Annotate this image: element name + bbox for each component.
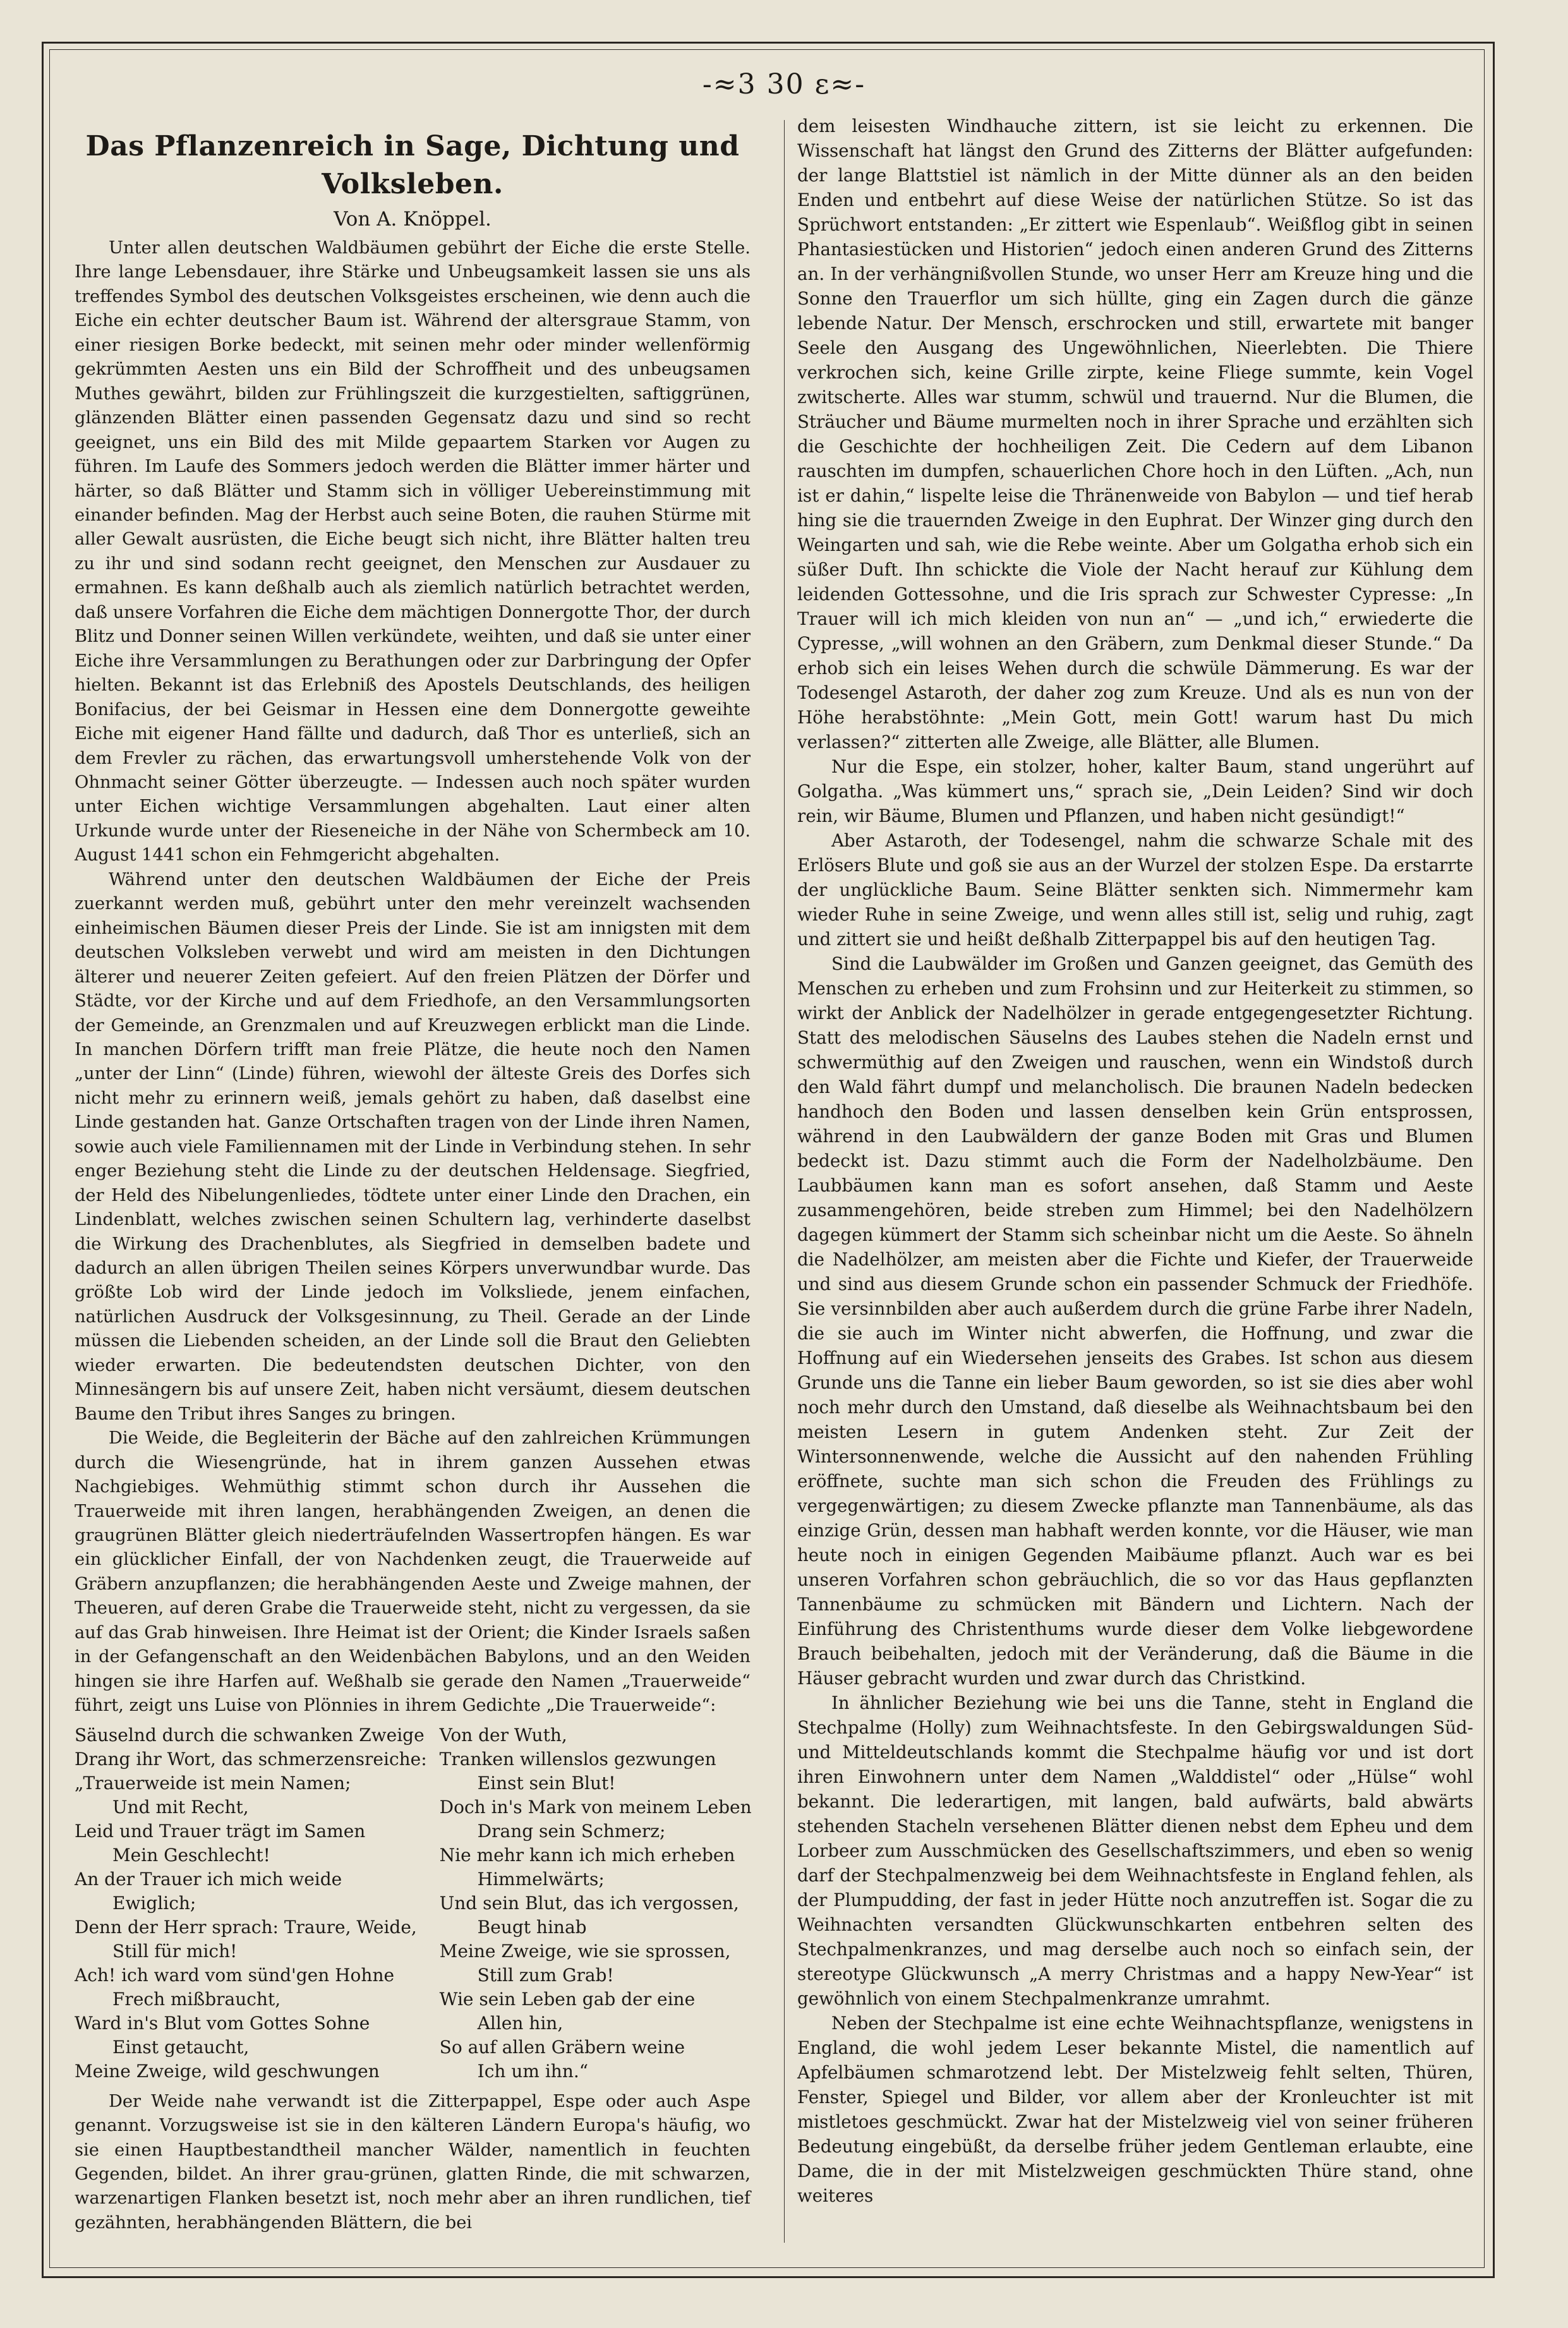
poem-line: Einst getaucht, <box>112 2036 250 2058</box>
poem-line: Mein Geschlecht! <box>112 1844 270 1866</box>
poem-line: Säuselnd durch die schwanken Zweige <box>75 1724 425 1746</box>
paragraph-astaroth: Aber Astaroth, der Todesengel, nahm die schwarze Schale mit des Erlösers Blute und goß sie aus an der Wurzel der stolzen Espe. Da erstarrte der unglückliche Baum. Seine Blätter senkten sich. Nimmermehr kam wieder Ruhe in seine Zweige, und wenn alles still ist, selig und ruhig, zagt und zittert sie und heißt deßhalb Zitterpappel bis auf den heutigen Tag. <box>797 830 1473 950</box>
poem-line: Wie sein Leben gab der eine <box>439 1988 696 2010</box>
poem-line: Meine Zweige, wie sie sprossen, <box>439 1940 731 1962</box>
article-byline: Von A. Knöppel. <box>334 208 492 231</box>
poem-line: Und sein Blut, das ich vergossen, <box>439 1892 739 1914</box>
paragraph-zitterpappel: Der Weide nahe verwandt ist die Zitterpappel, Espe oder auch Aspe genannt. Vorzugsweise ist sie in den kälteren Ländern Europa's häufig, wo sie einen Hauptbestandtheil mancher Wälder, namentlich in feuchten Gegenden, bildet. An ihrer grau-grünen, glatten Rinde, die mit schwarzen, warzenartigen Flanken besetzt ist, noch mehr aber an ihren rundlichen, tief gezähnten, herabhängenden Blättern, die bei <box>75 2091 751 2233</box>
poem-column-a <box>75 1723 427 2084</box>
paragraph-weide: Die Weide, die Begleiterin der Bäche auf den zahlreichen Krümmungen durch die Wiesengründe, hat in ihrem ganzen Aussehen etwas Nachgiebiges. Wehmüthig stimmt schon durch ihr Aussehen die Trauerweide mit ihren langen, herabhängenden Zweigen, an denen die graugrünen Blätter gleich niederträufelnden Wassertropfen hängen. Es war ein glücklicher Einfall, der von Nachdenken zeugt, die Trauerweide auf Gräbern anzupflanzen; die herabhängenden Aeste und Zweige mahnen, der Theueren, auf deren Grabe die Trauerweide steht, nicht zu vergessen, da sie auf das Grab hinweisen. Ihre Heimat ist der Orient; die Kinder Israels saßen in der Gefangenschaft an den Weidenbächen Babylons, und an den Weiden hingen sie ihre Harfen auf. Weßhalb sie gerade den Namen „Trauerweide“ führt, zeigt uns Luise von Plönnies in ihrem Gedichte „Die Trauerweide“: <box>75 1428 751 1716</box>
poem-line: An der Trauer ich mich weide <box>75 1868 342 1890</box>
poem-line: Von der Wuth, <box>439 1724 567 1746</box>
poem-line: Ich um ihn.“ <box>477 2060 589 2082</box>
poem-line: Doch in's Mark von meinem Leben <box>439 1796 752 1818</box>
poem-column-b <box>440 1723 752 2084</box>
article-title: Das Pflanzenreich in Sage, Dichtung und Volksleben. <box>85 130 740 200</box>
poem-line: Himmelwärts; <box>477 1868 605 1890</box>
paragraph-linde: Während unter den deutschen Waldbäumen der Eiche der Preis zuerkannt werden muß, gebührt unter den mehr vereinzelt wachsenden einheimischen Bäumen dieser Preis der Linde. Sie ist am innigsten mit dem deutschen Volksleben verwebt und wird am meisten in den Dichtungen älterer und neuerer Zeiten gefeiert. Auf den freien Plätzen der Dörfer und Städte, vor der Kirche und auf dem Friedhofe, an den Versammlungsorten der Gemeinde, an Grenzmalen und auf Kreuzwegen erblickt man die Linde. In manchen Dörfern trifft man freie Plätze, die heute noch den Namen „unter der Linn“ (Linde) führen, wiewohl der älteste Greis des Dorfes sich nicht mehr zu erinnern weiß, jemals gehört zu haben, daß daselbst eine Linde gestanden hat. Ganze Ortschaften tragen von der Linde ihren Namen, sowie auch viele Familiennamen mit der Linde in Verbindung stehen. In sehr enger Beziehung steht die Linde zu der deutschen Heldensage. Siegfried, der Held des Nibelungenliedes, tödtete unter einer Linde den Drachen, ein Lindenblatt, welches zwischen seinen Schultern lag, verhinderte daselbst die Wirkung des Drachenblutes, als Siegfried in demselben badete und dadurch an allen übrigen Theilen seines Körpers unverwundbar wurde. Das größte Lob wird der Linde jedoch im Volksliede, jenem einfachen, natürlichen Ausdruck der Volksgesinnung, zu Theil. Gerade an der Linde müssen die Liebenden scheiden, an der Linde soll die Braut den Geliebten wieder erwarten. Die bedeutendsten deutschen Dichter, von den Minnesängern bis auf unsere Zeit, haben nicht versäumt, diesem deutschen Baume den Tribut ihres Sanges zu bringen. <box>75 869 751 1424</box>
paragraph-mistel: Neben der Stechpalme ist eine echte Weihnachtspflanze, wenigstens in England, die wohl jedem Leser bekannte Mistel, die namentlich auf Apfelbäumen schmarotzend lebt. Der Mistelzweig fehlt selten, Thüren, Fenster, Spiegel und Bilder, vor allem aber der Kronleuchter ist mit mistletoes geschmückt. Zwar hat der Mistelzweig viel von seiner früheren Bedeutung eingebüßt, da derselbe früher jedem Gentleman erlaubte, eine Dame, die in der mit Mistelzweigen geschmückten Thüre stand, ohne weiteres <box>797 2013 1473 2206</box>
poem-line: Drang sein Schmerz; <box>477 1820 666 1842</box>
poem-line: „Trauerweide ist mein Namen; <box>75 1772 351 1794</box>
poem-line: Einst sein Blut! <box>477 1772 616 1794</box>
paragraph-eiche: Unter allen deutschen Waldbäumen gebührt der Eiche die erste Stelle. Ihre lange Lebensdauer, ihre Stärke und Unbeugsamkeit lassen sie uns als treffendes Symbol des deutschen Volksgeistes erscheinen, wie denn auch die Eiche ein echter deutscher Baum ist. Während der altersgraue Stamm, von einer riesigen Borke bedeckt, mit seinen mehr oder minder wellenförmig gekrümmten Aesten uns ein Bild der Schroffheit und des unbeugsamen Muthes gewährt, bilden zur Frühlingszeit die kurzgestielten, saftiggrünen, glänzenden Blätter einen passenden Gegensatz dazu und sind so recht geeignet, uns ein Bild des mit Milde gepaartem Starken vor Augen zu führen. Im Laufe des Sommers jedoch werden die Blätter immer härter und härter, so daß Blätter und Stamm sich in völliger Uebereinstimmung mit einander befinden. Mag der Herbst auch seine Boten, die rauhen Stürme mit aller Gewalt ausrüsten, die Eiche beugt sich nicht, ihre Blätter halten treu zu ihr und sind sodann recht geeignet, den Menschen zur Ausdauer zu ermahnen. Es kann deßhalb auch als ziemlich natürlich betrachtet werden, daß unsere Vorfahren die Eiche dem mächtigen Donnergotte Thor, der durch Blitz und Donner seinen Willen verkündete, weihten, und daß sie unter einer Eiche ihre Versammlungen zu Berathungen oder zur Darbringung der Opfer hielten. Bekannt ist das Erlebniß des Apostels Deutschlands, des heiligen Bonifacius, der bei Geismar in Hessen eine dem Donnergotte geweihte Eiche mit eigener Hand fällte und dadurch, daß Thor es unterließ, sich an dem Frevler zu rächen, das erwartungsvoll umherstehende Volk von der Ohnmacht seiner Götter überzeugte. — Indessen auch noch später wurden unter Eichen wichtige Versammlungen abgehalten. Laut einer alten Urkunde wurde unter der Rieseneiche in der Nähe von Schermbeck am 10. August 1441 schon ein Fehmgericht abgehalten. <box>75 238 751 865</box>
poem-line: Still für mich! <box>112 1940 238 1962</box>
poem-line: Nie mehr kann ich mich erheben <box>439 1844 735 1866</box>
poem-line: Still zum Grab! <box>477 1964 614 1986</box>
paragraph-espe-legende: dem leisesten Windhauche zittern, ist sie leicht zu erkennen. Die Wissenschaft hat längst den Grund des Zitterns der Blätter aufgefunden: der lange Blattstiel ist nämlich in der Mitte dünner als an den beiden Enden und entbehrt auf diese Weise der natürlichen Stütze. So ist das Sprüchwort entstanden: „Er zittert wie Espenlaub“. Weißflog gibt in seinen Phantasiestücken und Historien“ jedoch einen anderen Grund des Zitterns an. In der verhängnißvollen Stunde, wo unser Herr am Kreuze hing und die Sonne den Trauerflor um sich hüllte, ging ein Zagen durch die gänze lebende Natur. Der Mensch, erschrocken und still, erwartete mit banger Seele den Ausgang des Ungewöhnlichen, Nieerlebten. Die Thiere verkrochen sich, keine Grille zirpte, keine Fliege summte, kein Vogel zwitscherte. Alles war stumm, schwül und trauernd. Nur die Blumen, die Sträucher und Bäume murmelten noch in ihrer Sprache und erzählten sich die Geschichte der hochheiligen Zeit. Die Cedern auf dem Libanon rauschten im dumpfen, schauerlichen Chore hoch in den Lüften. „Ach, nun ist er dahin,“ lispelte leise die Thränenweide von Babylon — und tief herab hing sie die trauernden Zweige in den Euphrat. Der Winzer ging durch den Weingarten und sah, wie die Rebe weinte. Aber um Golgatha erhob sich ein süßer Duft. Ihn schickte die Viole der Nacht herauf zur Kühlung dem leidenden Gottessohne, und die Iris sprach zur Schwester Cypresse: „In Trauer will ich mich kleiden von nun an“ — „und ich,“ erwiederte die Cypresse, „will wohnen an den Gräbern, zum Denkmal dieser Stunde.“ Da erhob sich ein leises Wehen durch die schwüle Dämmerung. Es war der Todesengel Astaroth, der daher zog zum Kreuze. Und als es nun von der Höhe herabstöhnte: „Mein Gott, mein Gott! warum hast Du mich verlassen?“ zitterten alle Zweige, alle Blätter, alle Blumen. <box>797 116 1473 752</box>
ornament-left: -≈3 <box>702 68 767 100</box>
poem-line: Denn der Herr sprach: Traure, Weide, <box>75 1916 417 1938</box>
column-left <box>75 114 751 2235</box>
poem-line: Und mit Recht, <box>112 1796 249 1818</box>
column-right <box>797 114 1473 2208</box>
poem-line: Leid und Trauer trägt im Samen <box>75 1820 366 1842</box>
ornament-right: ε≈- <box>804 68 866 100</box>
page-number-value: 30 <box>766 68 805 100</box>
poem-line: Allen hin, <box>477 2012 564 2034</box>
column-divider <box>784 120 785 2243</box>
poem-line: Frech mißbraucht, <box>112 1988 281 2010</box>
poem-line: So auf allen Gräbern weine <box>439 2036 685 2058</box>
page-number <box>0 68 1568 100</box>
poem-line: Ach! ich ward vom sünd'gen Hohne <box>75 1964 395 1986</box>
poem-line: Meine Zweige, wild geschwungen <box>75 2060 380 2082</box>
poem-trauerweide <box>75 1723 751 2084</box>
poem-line: Ewiglich; <box>112 1892 196 1914</box>
poem-line: Beugt hinab <box>477 1916 587 1938</box>
paragraph-nadelhoelzer: Sind die Laubwälder im Großen und Ganzen geeignet, das Gemüth des Menschen zu erheben und zum Frohsinn und zur Heiterkeit zu stimmen, so wirkt der Anblick der Nadelhölzer in gerade entgegengesetzter Richtung. Statt des melodischen Säuselns des Laubes stehen die Nadeln ernst und schwermüthig auf den Zweigen und rauschen, wenn ein Windstoß durch den Wald fährt dumpf und melancholisch. Die braunen Nadeln bedecken handhoch den Boden und lassen denselben kein Grün entsprossen, während in den Laubwäldern der ganze Boden mit Gras und Blumen bedeckt ist. Dazu stimmt auch die Form der Nadelholzbäume. Den Laubbäumen kann man es sofort ansehen, daß Stamm und Aeste zusammengehören, beide streben zum Himmel; bei den Nadelhölzern dagegen kümmert der Stamm sich scheinbar nicht um die Aeste. So ähneln die Nadelhölzer, am meisten aber die Fichte und Kiefer, der Trauerweide und sind aus diesem Grunde schon ein passender Schmuck der Friedhöfe. Sie versinnbilden aber auch außerdem durch die grüne Farbe ihrer Nadeln, die sie auch im Winter nicht abwerfen, die Hoffnung, und zwar die Hoffnung auf ein Wiedersehen jenseits des Grabes. Ist schon aus diesem Grunde uns die Tanne ein lieber Baum geworden, so ist sie dies aber wohl noch mehr durch den Umstand, daß dieselbe als Weihnachtsbaum bei den meisten Lesern in gutem Andenken steht. Zur Zeit der Wintersonnenwende, welche die Aussicht auf den nahenden Frühling eröffnete, suchte man sich schon die Freuden des Frühlings zu vergegenwärtigen; zu diesem Zwecke pflanzte man Tannenbäume, als das einzige Grün, dessen man habhaft werden konnte, vor die Häuser, wie man heute noch in einigen Gegenden Maibäume pflanzt. Auch war es bei unseren Vorfahren schon gebräuchlich, die so vor das Haus gepflanzten Tannenbäume zu schmücken mit Bändern und Lichtern. Nach der Einführung des Christenthums wurde dieser dem Volke liebgewordene Brauch beibehalten, jedoch mit der Veränderung, daß die Bäume in die Häuser gebracht wurden und zwar durch das Christkind. <box>797 953 1473 1689</box>
paragraph-espe-stolz: Nur die Espe, ein stolzer, hoher, kalter Baum, stand ungerührt auf Golgatha. „Was kümmert uns,“ sprach sie, „Dein Leiden? Sind wir doch rein, wir Bäume, Blumen und Pflanzen, und haben nicht gesündigt!“ <box>797 756 1473 826</box>
poem-line: Drang ihr Wort, das schmerzensreiche: <box>75 1748 427 1770</box>
poem-line: Tranken willenslos gezwungen <box>439 1748 716 1770</box>
paragraph-stechpalme: In ähnlicher Beziehung wie bei uns die Tanne, steht in England die Stechpalme (Holly) zum Weihnachtsfeste. In den Gebirgswaldungen Süd- und Mitteldeutschlands kommt die Stechpalme häufig vor und ist dort ihren Einwohnern unter dem Namen „Walddistel“ oder „Hülse“ wohl bekannt. Die lederartigen, mit langen, bald aufwärts, bald abwärts stehenden Stacheln versehenen Blätter dienen nebst dem Epheu und dem Lorbeer zum Ausschmücken des Gesellschaftszimmers, und eben so wenig darf der Stechpalmenzweig bei dem Weihnachtsfeste in England fehlen, als der Plumpudding, der fast in jeder Hütte noch anzutreffen ist. Sogar die zu Weihnachten versandten Glückwunschkarten entbehren selten des Stechpalmenkranzes, und mag derselbe auch noch so einfach sein, der stereotype Glückwunsch „A merry Christmas and a happy New-Year“ ist gewöhnlich von einem Stechpalmenkranze umrahmt. <box>797 1692 1473 2009</box>
poem-line: Ward in's Blut vom Gottes Sohne <box>75 2012 370 2034</box>
